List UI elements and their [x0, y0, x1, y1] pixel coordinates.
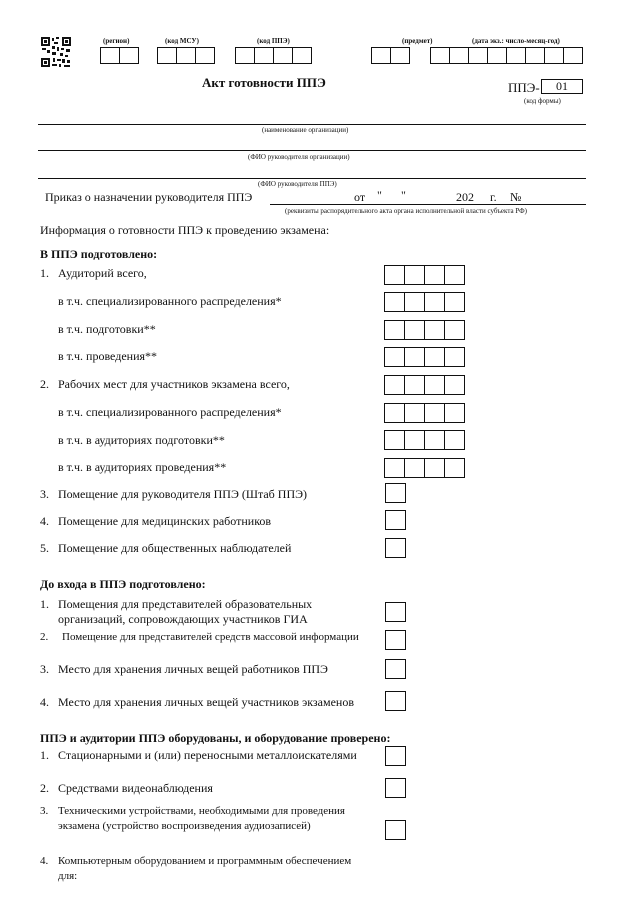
- page-title: Акт готовности ППЭ: [202, 75, 326, 90]
- region-cell[interactable]: [119, 47, 139, 64]
- form-code-prefix: ППЭ-: [508, 80, 540, 95]
- list-item: в т.ч. подготовки**: [58, 322, 156, 336]
- list-item: в т.ч. в аудиториях проведения**: [58, 460, 227, 474]
- date-cell[interactable]: [430, 47, 450, 64]
- check-box[interactable]: [385, 483, 406, 503]
- digit-cell[interactable]: [444, 458, 465, 478]
- date-label: (дата экз.: число-месяц-год): [472, 37, 560, 45]
- digit-cell[interactable]: [404, 292, 425, 312]
- list-item: 2. Средствами видеонаблюдения: [40, 781, 213, 795]
- digit-cell[interactable]: [404, 375, 425, 395]
- list-item: 3. Помещение для руководителя ППЭ (Штаб ППЭ): [40, 487, 308, 501]
- digit-cell[interactable]: [444, 265, 465, 285]
- order-year-suffix: г.: [490, 190, 497, 204]
- qr-code-icon: [40, 36, 72, 68]
- date-cells: [430, 47, 583, 64]
- subject-cells: [371, 47, 410, 64]
- date-cell[interactable]: [506, 47, 526, 64]
- count-cells: [384, 375, 465, 395]
- list-item: 3. Место для хранения личных вещей работников ППЭ: [40, 662, 328, 676]
- list-item: 2. Рабочих мест для участников экзамена всего,: [40, 377, 290, 391]
- date-cell[interactable]: [563, 47, 583, 64]
- director-line[interactable]: [38, 150, 586, 151]
- count-cells: [384, 458, 465, 478]
- msu-cell[interactable]: [157, 47, 177, 64]
- digit-cell[interactable]: [404, 320, 425, 340]
- ppe-code-cell[interactable]: [273, 47, 293, 64]
- digit-cell[interactable]: [444, 430, 465, 450]
- check-box[interactable]: [385, 630, 406, 650]
- check-box[interactable]: [385, 820, 406, 840]
- digit-cell[interactable]: [424, 375, 445, 395]
- subject-cell[interactable]: [371, 47, 391, 64]
- digit-cell[interactable]: [384, 347, 405, 367]
- list-item: 4. Компьютерным оборудованием и программным обеспечением: [40, 855, 352, 867]
- list-item: 1. Стационарными и (или) переносными металлоискателями: [40, 748, 357, 762]
- msu-cell[interactable]: [195, 47, 215, 64]
- count-cells: [384, 347, 465, 367]
- check-box[interactable]: [385, 510, 406, 530]
- digit-cell[interactable]: [384, 430, 405, 450]
- form-code-value: 01: [541, 79, 583, 94]
- ppe-code-cells: [235, 47, 312, 64]
- digit-cell[interactable]: [384, 375, 405, 395]
- digit-cell[interactable]: [384, 458, 405, 478]
- digit-cell[interactable]: [384, 403, 405, 423]
- count-cells: [384, 403, 465, 423]
- list-item: 1. Аудиторий всего,: [40, 266, 147, 280]
- date-cell[interactable]: [544, 47, 564, 64]
- digit-cell[interactable]: [424, 320, 445, 340]
- list-item: 3. Техническими устройствами, необходимыми для проведения: [40, 805, 345, 817]
- check-box[interactable]: [385, 538, 406, 558]
- list-item-continued: организаций, сопровождающих участников ГИА: [58, 612, 308, 626]
- digit-cell[interactable]: [424, 430, 445, 450]
- ppe-code-cell[interactable]: [292, 47, 312, 64]
- digit-cell[interactable]: [444, 403, 465, 423]
- org-name-caption: (наименование организации): [262, 126, 349, 134]
- digit-cell[interactable]: [424, 265, 445, 285]
- msu-label: (код МСУ): [165, 37, 199, 45]
- region-cells: [100, 47, 139, 64]
- region-cell[interactable]: [100, 47, 120, 64]
- section3-title: ППЭ и аудитории ППЭ оборудованы, и оборудование проверено:: [40, 731, 391, 745]
- section2-title: До входа в ППЭ подготовлено:: [40, 577, 206, 591]
- count-cells: [384, 430, 465, 450]
- digit-cell[interactable]: [404, 403, 425, 423]
- list-item: 2. Помещение для представителей средств массовой информации: [40, 631, 359, 643]
- check-box[interactable]: [385, 691, 406, 711]
- order-year: 202: [456, 190, 474, 204]
- msu-cell[interactable]: [176, 47, 196, 64]
- digit-cell[interactable]: [444, 347, 465, 367]
- subject-cell[interactable]: [390, 47, 410, 64]
- digit-cell[interactable]: [384, 265, 405, 285]
- date-cell[interactable]: [468, 47, 488, 64]
- order-number-sign: №: [510, 190, 522, 204]
- count-cells: [384, 265, 465, 285]
- ppe-code-label: (код ППЭ): [257, 37, 290, 45]
- info-text: Информация о готовности ППЭ к проведению экзамена:: [40, 223, 330, 237]
- section1-title: В ППЭ подготовлено:: [40, 247, 158, 261]
- digit-cell[interactable]: [404, 458, 425, 478]
- subject-label: (предмет): [402, 37, 433, 45]
- count-cells: [384, 292, 465, 312]
- ppe-code-cell[interactable]: [235, 47, 255, 64]
- digit-cell[interactable]: [424, 403, 445, 423]
- digit-cell[interactable]: [424, 458, 445, 478]
- order-from: от: [354, 190, 366, 204]
- ppe-head-caption: (ФИО руководителя ППЭ): [258, 180, 337, 188]
- digit-cell[interactable]: [424, 347, 445, 367]
- list-item: 4. Место для хранения личных вещей участников экзаменов: [40, 695, 354, 709]
- ppe-head-line[interactable]: [38, 178, 586, 179]
- list-item: в т.ч. специализированного распределения*: [58, 294, 282, 308]
- order-quote-open: ": [377, 188, 382, 202]
- check-box[interactable]: [385, 778, 406, 798]
- list-item: 5. Помещение для общественных наблюдателей: [40, 541, 292, 555]
- digit-cell[interactable]: [404, 347, 425, 367]
- msu-cells: [157, 47, 215, 64]
- order-text: Приказ о назначении руководителя ППЭ: [45, 190, 253, 204]
- digit-cell[interactable]: [444, 320, 465, 340]
- region-label: (регион): [103, 37, 130, 45]
- digit-cell[interactable]: [444, 375, 465, 395]
- list-item: в т.ч. в аудиториях подготовки**: [58, 433, 225, 447]
- list-item-continued: экзамена (устройство воспроизведения аудиозаписей): [58, 820, 311, 832]
- check-box[interactable]: [385, 659, 406, 679]
- date-cell[interactable]: [487, 47, 507, 64]
- digit-cell[interactable]: [444, 292, 465, 312]
- list-item: в т.ч. проведения**: [58, 349, 158, 363]
- date-cell[interactable]: [525, 47, 545, 64]
- check-box[interactable]: [385, 602, 406, 622]
- date-cell[interactable]: [449, 47, 469, 64]
- org-name-line[interactable]: [38, 124, 586, 125]
- list-item: в т.ч. специализированного распределения*: [58, 405, 282, 419]
- digit-cell[interactable]: [404, 265, 425, 285]
- list-item: 1. Помещения для представителей образовательных: [40, 597, 313, 611]
- director-caption: (ФИО руководителя организации): [248, 153, 350, 161]
- count-cells: [384, 320, 465, 340]
- order-caption: (реквизиты распорядительного акта органа исполнительной власти субъекта РФ): [285, 207, 527, 215]
- digit-cell[interactable]: [384, 320, 405, 340]
- list-item: 4. Помещение для медицинских работников: [40, 514, 272, 528]
- ppe-code-cell[interactable]: [254, 47, 274, 64]
- form-code-caption: (код формы): [524, 97, 561, 105]
- digit-cell[interactable]: [404, 430, 425, 450]
- digit-cell[interactable]: [384, 292, 405, 312]
- digit-cell[interactable]: [424, 292, 445, 312]
- order-line[interactable]: [270, 204, 586, 205]
- list-item-continued: для:: [58, 870, 78, 882]
- check-box[interactable]: [385, 746, 406, 766]
- order-quote-close: ": [401, 188, 406, 202]
